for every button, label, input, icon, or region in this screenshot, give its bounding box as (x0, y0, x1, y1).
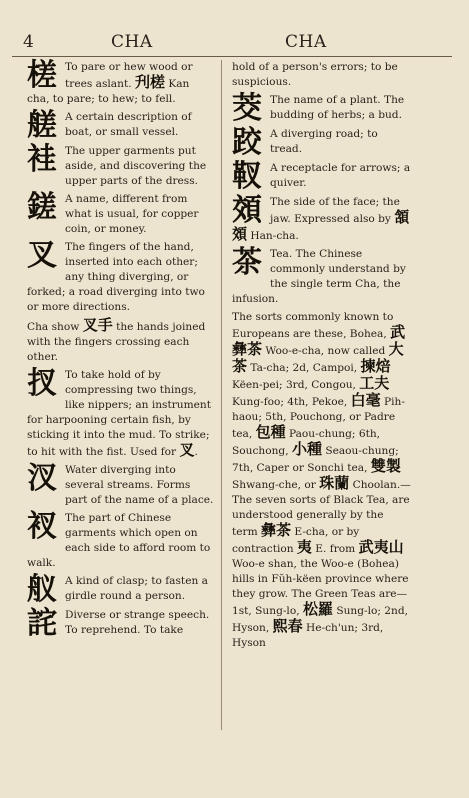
headword-char: 靫 (232, 159, 262, 194)
running-head-right: CHA (285, 32, 327, 52)
para-text: Paou-chung; 6th, Souchong, (232, 428, 381, 457)
para-text: E-cha, or by contraction (232, 526, 360, 555)
inline-chars: 刋槎 (134, 73, 165, 91)
entry-cha-tea (232, 247, 412, 307)
definition-text: Cha show (27, 321, 83, 333)
definition-text: A kind of clasp; to fasten a girdle round a person. (65, 575, 208, 602)
para-text: The sorts commonly known to Europeans are these, Bohea, (232, 311, 394, 340)
headword-char: 槎 (27, 58, 57, 93)
entry-cha-hew (27, 60, 215, 107)
definition-text: The name of a plant. The budding of herbs; a bud. (270, 94, 405, 121)
inline-chars: 小種 (291, 440, 322, 458)
right-column (232, 60, 412, 651)
definition-text: A diverging road; to tread. (270, 128, 378, 155)
definition-text: A name, different from what is usual, for copper coin, or money. (65, 193, 199, 235)
definition-text: Diverse or strange speech. To reprehend. To take (65, 609, 210, 636)
inline-char: 叉 (179, 441, 195, 459)
entry-cha-garments (27, 144, 215, 189)
headword-char: 扠 (27, 366, 57, 401)
inline-chars: 揀焙 (360, 357, 391, 375)
definition-text: The fingers of the hand, inserted into each other; any thing diverging, or forked; a road diverging into two or more directions. (27, 241, 205, 313)
definition-text: The upper garments put aside, and discovering the upper parts of the dress. (65, 145, 207, 187)
para-text: Këen-pei; 3rd, Congou, (232, 379, 360, 391)
entry-cha-quiver (232, 161, 412, 192)
entry-cha-show (27, 318, 215, 365)
para-text: Ta-cha; 2d, Campoi, (247, 362, 361, 374)
headword-char: 茶 (232, 245, 262, 280)
entry-cha-boat (27, 110, 215, 141)
inline-chars: 彝茶 (261, 521, 292, 539)
entry-cha-clasp (27, 574, 215, 605)
inline-chars: 白毫 (350, 391, 381, 409)
inline-chars: 頷頝 (232, 208, 410, 243)
entry-cha-fingers (27, 240, 215, 315)
tea-sorts-paragraph (232, 310, 412, 651)
running-head-left: CHA (111, 32, 153, 52)
definition-text: Tea. The Chinese commonly understand by the single term Cha, the infusion. (232, 248, 406, 305)
inline-chars: 珠蘭 (319, 474, 350, 492)
headword-char: 鎈 (27, 190, 57, 225)
inline-chars: 夷 (296, 538, 312, 556)
page-number: 4 (23, 32, 35, 52)
headword-char: 詫 (27, 606, 57, 641)
para-text: He-ch'un; 3rd, Hyson (232, 622, 384, 649)
headword-char: 茭 (232, 91, 262, 126)
definition-text: A receptacle for arrows; a quiver. (270, 162, 411, 189)
definition-text: To pare or hew wood or trees aslant. (65, 61, 193, 90)
inline-chars: 武彝茶 (232, 323, 406, 358)
para-text: Woo-e-cha, now called (262, 345, 389, 357)
para-text: Shwang-che, or (232, 479, 320, 491)
entry-cha-speech (27, 608, 215, 639)
para-text: Seaou-chung; 7th, Caper or Sonchi tea, (232, 445, 399, 474)
headword-char: 袿 (27, 142, 57, 177)
definition-text: hold of a person's errors; to be suspicious. (232, 61, 398, 88)
definition-text: Kan cha, to pare; to hew; to fell. (27, 78, 190, 105)
definition-text: Water diverging into several streams. Forms part of the name of a place. (65, 464, 214, 506)
para-text: Woo-e shan, the Woo-e (Bohea) hills in Fŭh-këen province where they grow. The Green Teas are—1st, Sung-lo, (232, 558, 409, 617)
headword-char: 叉 (27, 238, 57, 273)
left-column (27, 60, 215, 642)
inline-chars: 工夫 (359, 374, 390, 392)
headword-char: 舣 (27, 572, 57, 607)
inline-chars: 熙春 (272, 617, 303, 635)
definition-text: The side of the face; the jaw. Expressed also by (270, 196, 400, 225)
entry-cha-plant (232, 93, 412, 124)
entry-cha-hold (27, 368, 215, 460)
headword-char: 衩 (27, 509, 57, 544)
definition-text: The part of Chinese garments which open on each side to afford room to walk. (27, 512, 211, 569)
entry-cha-jaw (232, 195, 412, 244)
inline-chars: 包種 (255, 423, 286, 441)
inline-chars: 武夷山 (358, 538, 404, 556)
entry-cha-slit (27, 511, 215, 571)
header-rule (12, 56, 452, 57)
entry-cha-road (232, 127, 412, 158)
para-text: E. from (311, 543, 359, 555)
entry-cha-coin (27, 192, 215, 237)
inline-chars: 大茶 (232, 340, 404, 375)
column-divider (221, 60, 222, 730)
headword-char: 汊 (27, 461, 57, 496)
para-text: Pih-haou; 5th, Pouchong, or Padre tea, (232, 396, 405, 440)
headword-char: 頝 (232, 193, 262, 228)
headword-char: 跤 (232, 125, 262, 160)
entry-cha-water (27, 463, 215, 508)
para-text: Choolan.—The seven sorts of Black Tea, are understood generally by the term (232, 479, 411, 538)
definition-text: . (194, 446, 198, 458)
definition-text: A certain description of boat, or small vessel. (65, 111, 192, 138)
headword-char: 艖 (27, 108, 57, 143)
para-text: Kung-foo; 4th, Pekoe, (232, 396, 351, 408)
definition-text: Han-cha. (247, 230, 299, 242)
entry-continuation (232, 60, 412, 90)
inline-chars: 叉手 (82, 316, 113, 334)
inline-chars: 松羅 (302, 600, 333, 618)
para-text: Sung-lo; 2nd, Hyson, (232, 605, 408, 634)
definition-text: To take hold of by compressing two things, like nippers; an instrument for harpooning certain fish, by sticking it into the mud. To strike; to hit with the fist. Used for (27, 369, 212, 458)
inline-chars: 雙製 (370, 457, 401, 475)
definition-text: the hands joined with the fingers crossing each other. (27, 321, 206, 363)
